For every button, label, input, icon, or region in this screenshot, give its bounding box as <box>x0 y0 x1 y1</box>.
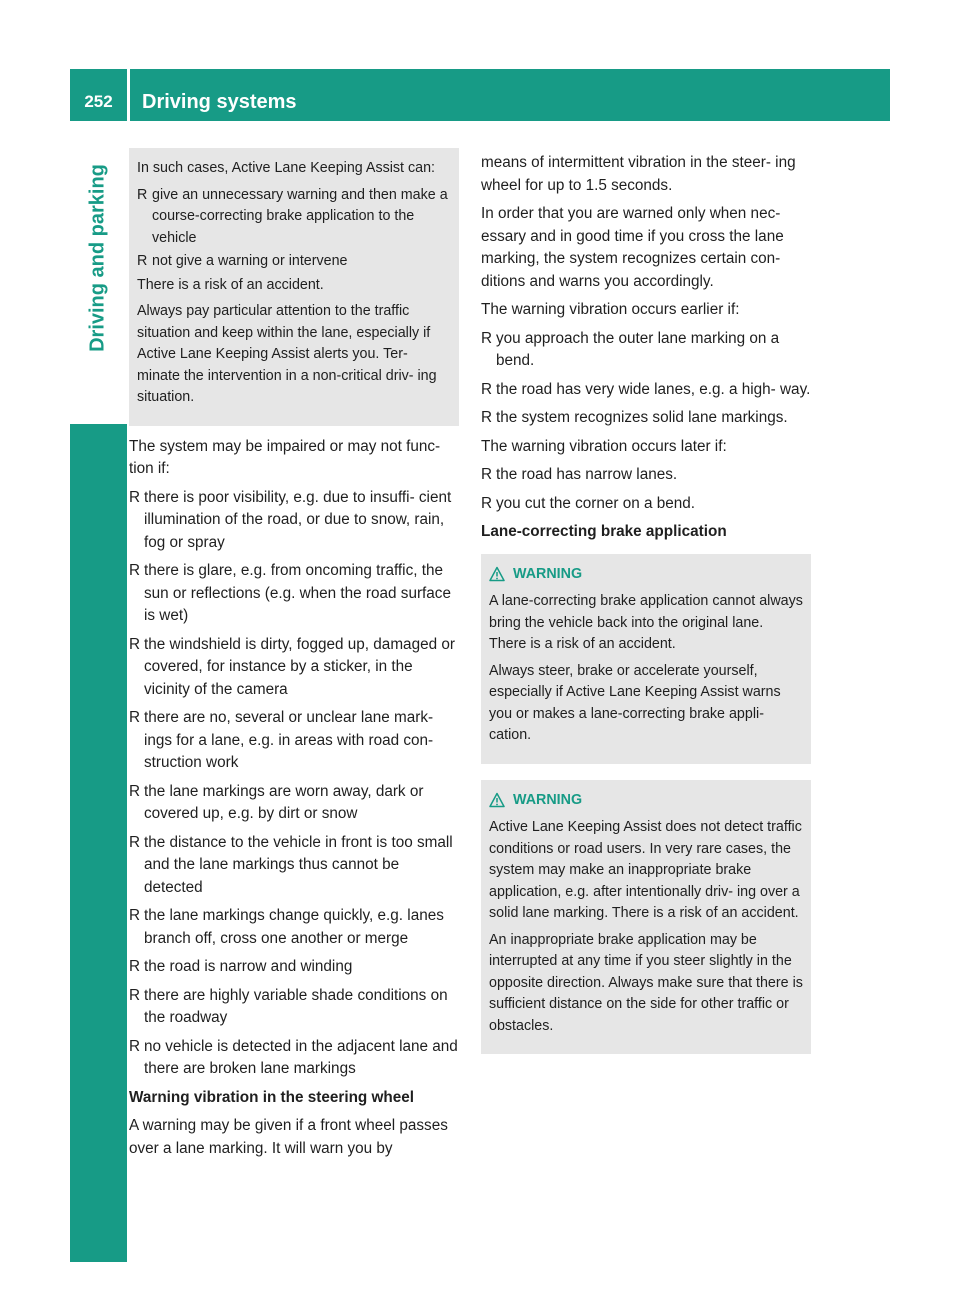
list-item: R the road is narrow and winding <box>129 956 459 979</box>
order-text: In order that you are warned only when nec- essary and in good time if you cross the lane marking, the system recognizes certain con- ditions and warns you accordingly. <box>481 205 784 290</box>
bullet-icon: R <box>481 380 493 398</box>
section-title: Driving systems <box>142 91 297 113</box>
header-divider <box>127 69 130 121</box>
list-item: R the lane markings change quickly, e.g. lanes branch off, cross one another or merge <box>129 907 444 947</box>
bullet-icon: R <box>129 635 141 653</box>
list-item: R give an unnecessary warning and then make a course-correcting brake application to the vehicle <box>137 186 448 246</box>
impaired-intro: The system may be impaired or may not func- tion if: <box>129 437 441 477</box>
warning-text: A lane-correcting brake application cannot always bring the vehicle back into the original lane. There is a risk of an accident. <box>489 593 803 652</box>
bullet-icon: R <box>129 562 141 579</box>
later-intro: The warning vibration occurs later if: <box>481 437 727 455</box>
caution-intro: In such cases, Active Lane Keeping Assist can: <box>137 160 436 176</box>
warning-title: WARNING <box>489 790 803 812</box>
list-item: R there are no, several or unclear lane mark- ings for a lane, e.g. in areas with road con- struction work <box>129 709 434 771</box>
lane-correcting-heading: Lane-correcting brake application <box>481 523 727 540</box>
right-column <box>481 152 811 1070</box>
warning-title: WARNING <box>489 564 803 586</box>
warning-advice: An inappropriate brake application may be interrupted at any time if you steer slightly in the opposite direction. Always make sure that there is sufficient distance on the side for other traffic or obstacles. <box>489 931 803 1034</box>
bullet-icon: R <box>129 709 141 726</box>
warning-box <box>481 554 811 764</box>
list-item: R you cut the corner on a bend. <box>481 493 811 516</box>
list-item: R you approach the outer lane marking on a bend. <box>481 329 780 369</box>
warning-triangle-icon <box>489 792 505 808</box>
list-item: R the road has very wide lanes, e.g. a high- way. <box>481 379 811 402</box>
bullet-icon: R <box>481 466 493 483</box>
list-item: R there are highly variable shade conditions on the roadway <box>129 986 448 1026</box>
vibration-heading: Warning vibration in the steering wheel <box>129 1088 415 1106</box>
list-item: R no vehicle is detected in the adjacent lane and there are broken lane markings <box>129 1037 458 1077</box>
bullet-icon: R <box>129 986 141 1004</box>
bullet-icon: R <box>481 494 493 512</box>
bullet-icon: R <box>129 488 141 506</box>
list-item: R the road has narrow lanes. <box>481 464 811 487</box>
caution-advice: Always pay particular attention to the traffic situation and keep within the lane, especially if Active Lane Keeping Assist alerts you. Ter- minate the intervention in a non-critical driv- ing situation. <box>137 303 437 405</box>
warning-text: Active Lane Keeping Assist does not detect traffic conditions or road users. In very rare cases, the system may make an inappropriate brake application, e.g. after intentionally driv- ing over a solid lane marking. There is a risk of an accident. <box>489 819 802 921</box>
bullet-icon: R <box>481 409 493 426</box>
list-item: R there is glare, e.g. from oncoming traffic, the sun or reflections (e.g. when the road surface is wet) <box>129 562 451 624</box>
bullet-icon: R <box>137 186 148 203</box>
bullet-icon: R <box>129 958 141 975</box>
side-color-block <box>70 424 127 1262</box>
bullet-icon: R <box>129 833 141 851</box>
side-tab-label: Driving and parking <box>86 164 109 352</box>
bullet-icon: R <box>129 1037 141 1055</box>
bullet-icon: R <box>129 782 141 800</box>
list-item: R the lane markings are worn away, dark or covered up, e.g. by dirt or snow <box>129 782 424 822</box>
earlier-intro: The warning vibration occurs earlier if: <box>481 301 740 318</box>
caution-risk: There is a risk of an accident. <box>137 276 324 293</box>
left-column <box>129 148 459 1166</box>
warning-advice: Always steer, brake or accelerate yourself, especially if Active Lane Keeping Assist warns you or makes a lane-correcting brake appli- cation. <box>489 662 781 743</box>
list-item: R not give a warning or intervene <box>137 251 451 273</box>
list-item: R there is poor visibility, e.g. due to insuffi- cient illumination of the road, or due to snow, rain, fog or spray <box>129 488 452 551</box>
list-item: R the windshield is dirty, fogged up, damaged or covered, for instance by a sticker, in the vicinity of the camera <box>129 635 455 698</box>
bullet-icon: R <box>129 907 141 924</box>
bullet-icon: R <box>481 329 493 347</box>
page-number: 252 <box>84 92 113 111</box>
warning-box <box>481 780 811 1055</box>
list-item: R the distance to the vehicle in front is too small and the lane markings thus cannot be detected <box>129 833 453 896</box>
caution-box <box>129 148 459 426</box>
warning-triangle-icon <box>489 566 505 582</box>
list-item: R the system recognizes solid lane markings. <box>481 407 811 430</box>
continued-text: means of intermittent vibration in the steer- ing wheel for up to 1.5 seconds. <box>481 154 796 194</box>
bullet-icon: R <box>137 253 148 269</box>
vibration-text: A warning may be given if a front wheel passes over a lane marking. It will warn you by <box>129 1117 448 1157</box>
